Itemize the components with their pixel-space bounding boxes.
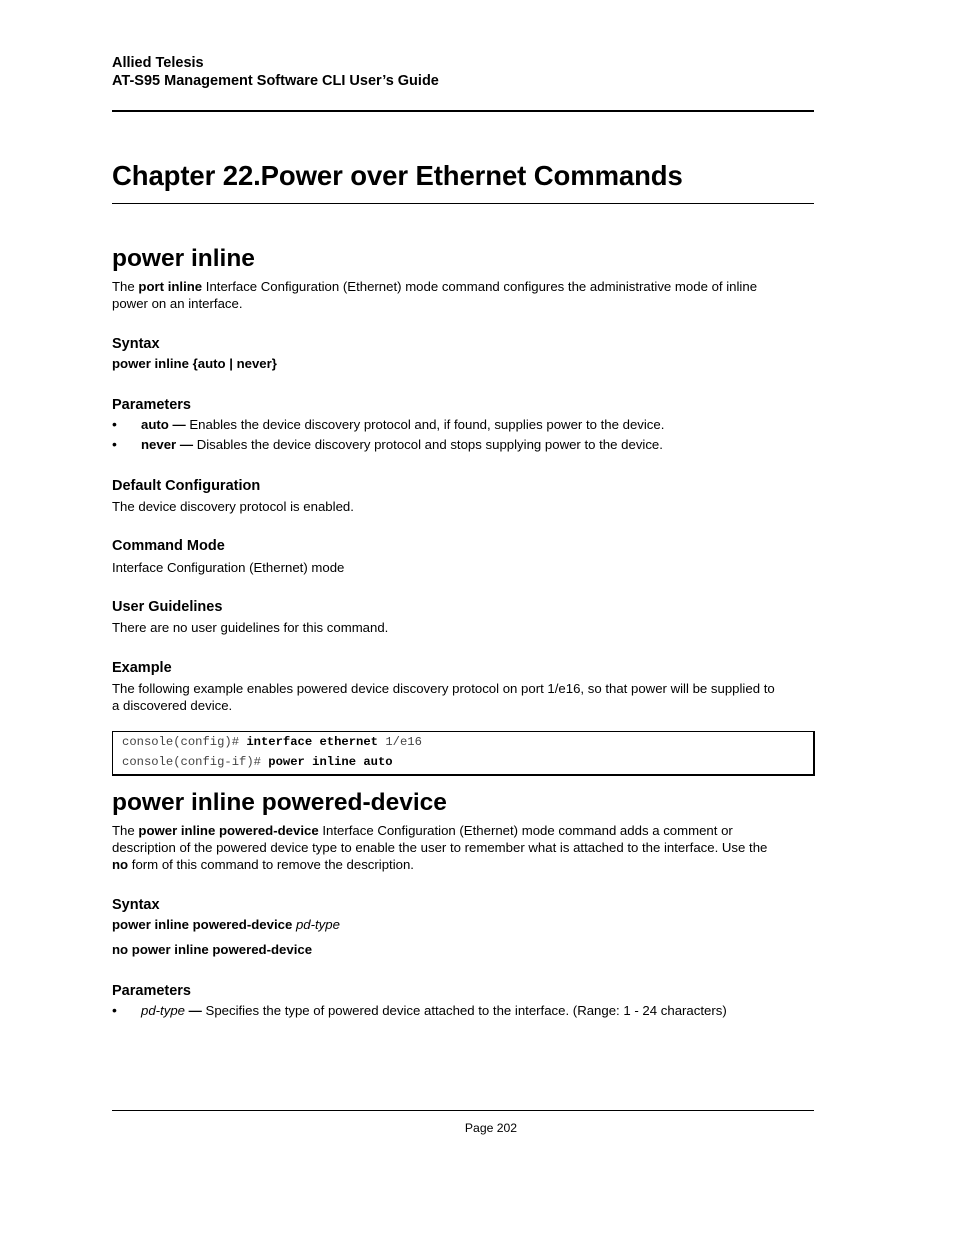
footer-divider xyxy=(112,1110,814,1111)
section1-mode-heading: Command Mode xyxy=(112,538,225,554)
section1-syntax-heading: Syntax xyxy=(112,336,160,352)
section1-default-text: The device discovery protocol is enabled. xyxy=(112,499,354,514)
section1-mode-text: Interface Configuration (Ethernet) mode xyxy=(112,560,345,575)
section2-intro: The power inline powered-device Interface Configuration (Ethernet) mode command adds a comment or description of the powered device type to enable the user to remember what is attached to the interface. Use the no form of this command to remove the description. xyxy=(112,823,768,872)
bullet-icon: • xyxy=(112,436,117,452)
header-company: Allied Telesis xyxy=(112,55,204,71)
page-number: Page 202 xyxy=(464,1121,518,1135)
code-line: console(config)# interface ethernet 1/e16 xyxy=(122,735,422,749)
header-guide-title: AT-S95 Management Software CLI User’s Guide xyxy=(112,73,439,89)
section1-parameters-heading: Parameters xyxy=(112,397,191,413)
section2-parameters-heading: Parameters xyxy=(112,983,191,999)
section1-intro: The port inline Interface Configuration (Ethernet) mode command configures the administrative mode of inline power on an interface. xyxy=(112,279,758,311)
code-example-box xyxy=(112,731,815,776)
section2-syntax-1: power inline powered-device pd-type xyxy=(112,917,340,932)
header-divider xyxy=(112,110,814,112)
section1-guidelines-heading: User Guidelines xyxy=(112,599,223,615)
bullet-icon: • xyxy=(112,416,117,432)
section1-example-heading: Example xyxy=(112,660,172,676)
section2-syntax-heading: Syntax xyxy=(112,897,160,913)
section-title-power-inline-powered-device: power inline powered-device xyxy=(112,789,447,816)
chapter-title: Chapter 22.Power over Ethernet Commands xyxy=(112,160,683,191)
code-line: console(config-if)# power inline auto xyxy=(122,755,393,769)
section-title-power-inline: power inline xyxy=(112,245,255,272)
bullet-icon: • xyxy=(112,1002,117,1018)
section1-syntax: power inline {auto | never} xyxy=(112,356,277,371)
section1-default-heading: Default Configuration xyxy=(112,478,261,494)
chapter-divider xyxy=(112,203,814,204)
section1-example-text: The following example enables powered device discovery protocol on port 1/e16, so that power will be supplied to a discovered device. xyxy=(112,681,775,713)
section2-syntax-2: no power inline powered-device xyxy=(112,942,313,957)
section1-guidelines-text: There are no user guidelines for this command. xyxy=(112,620,389,635)
